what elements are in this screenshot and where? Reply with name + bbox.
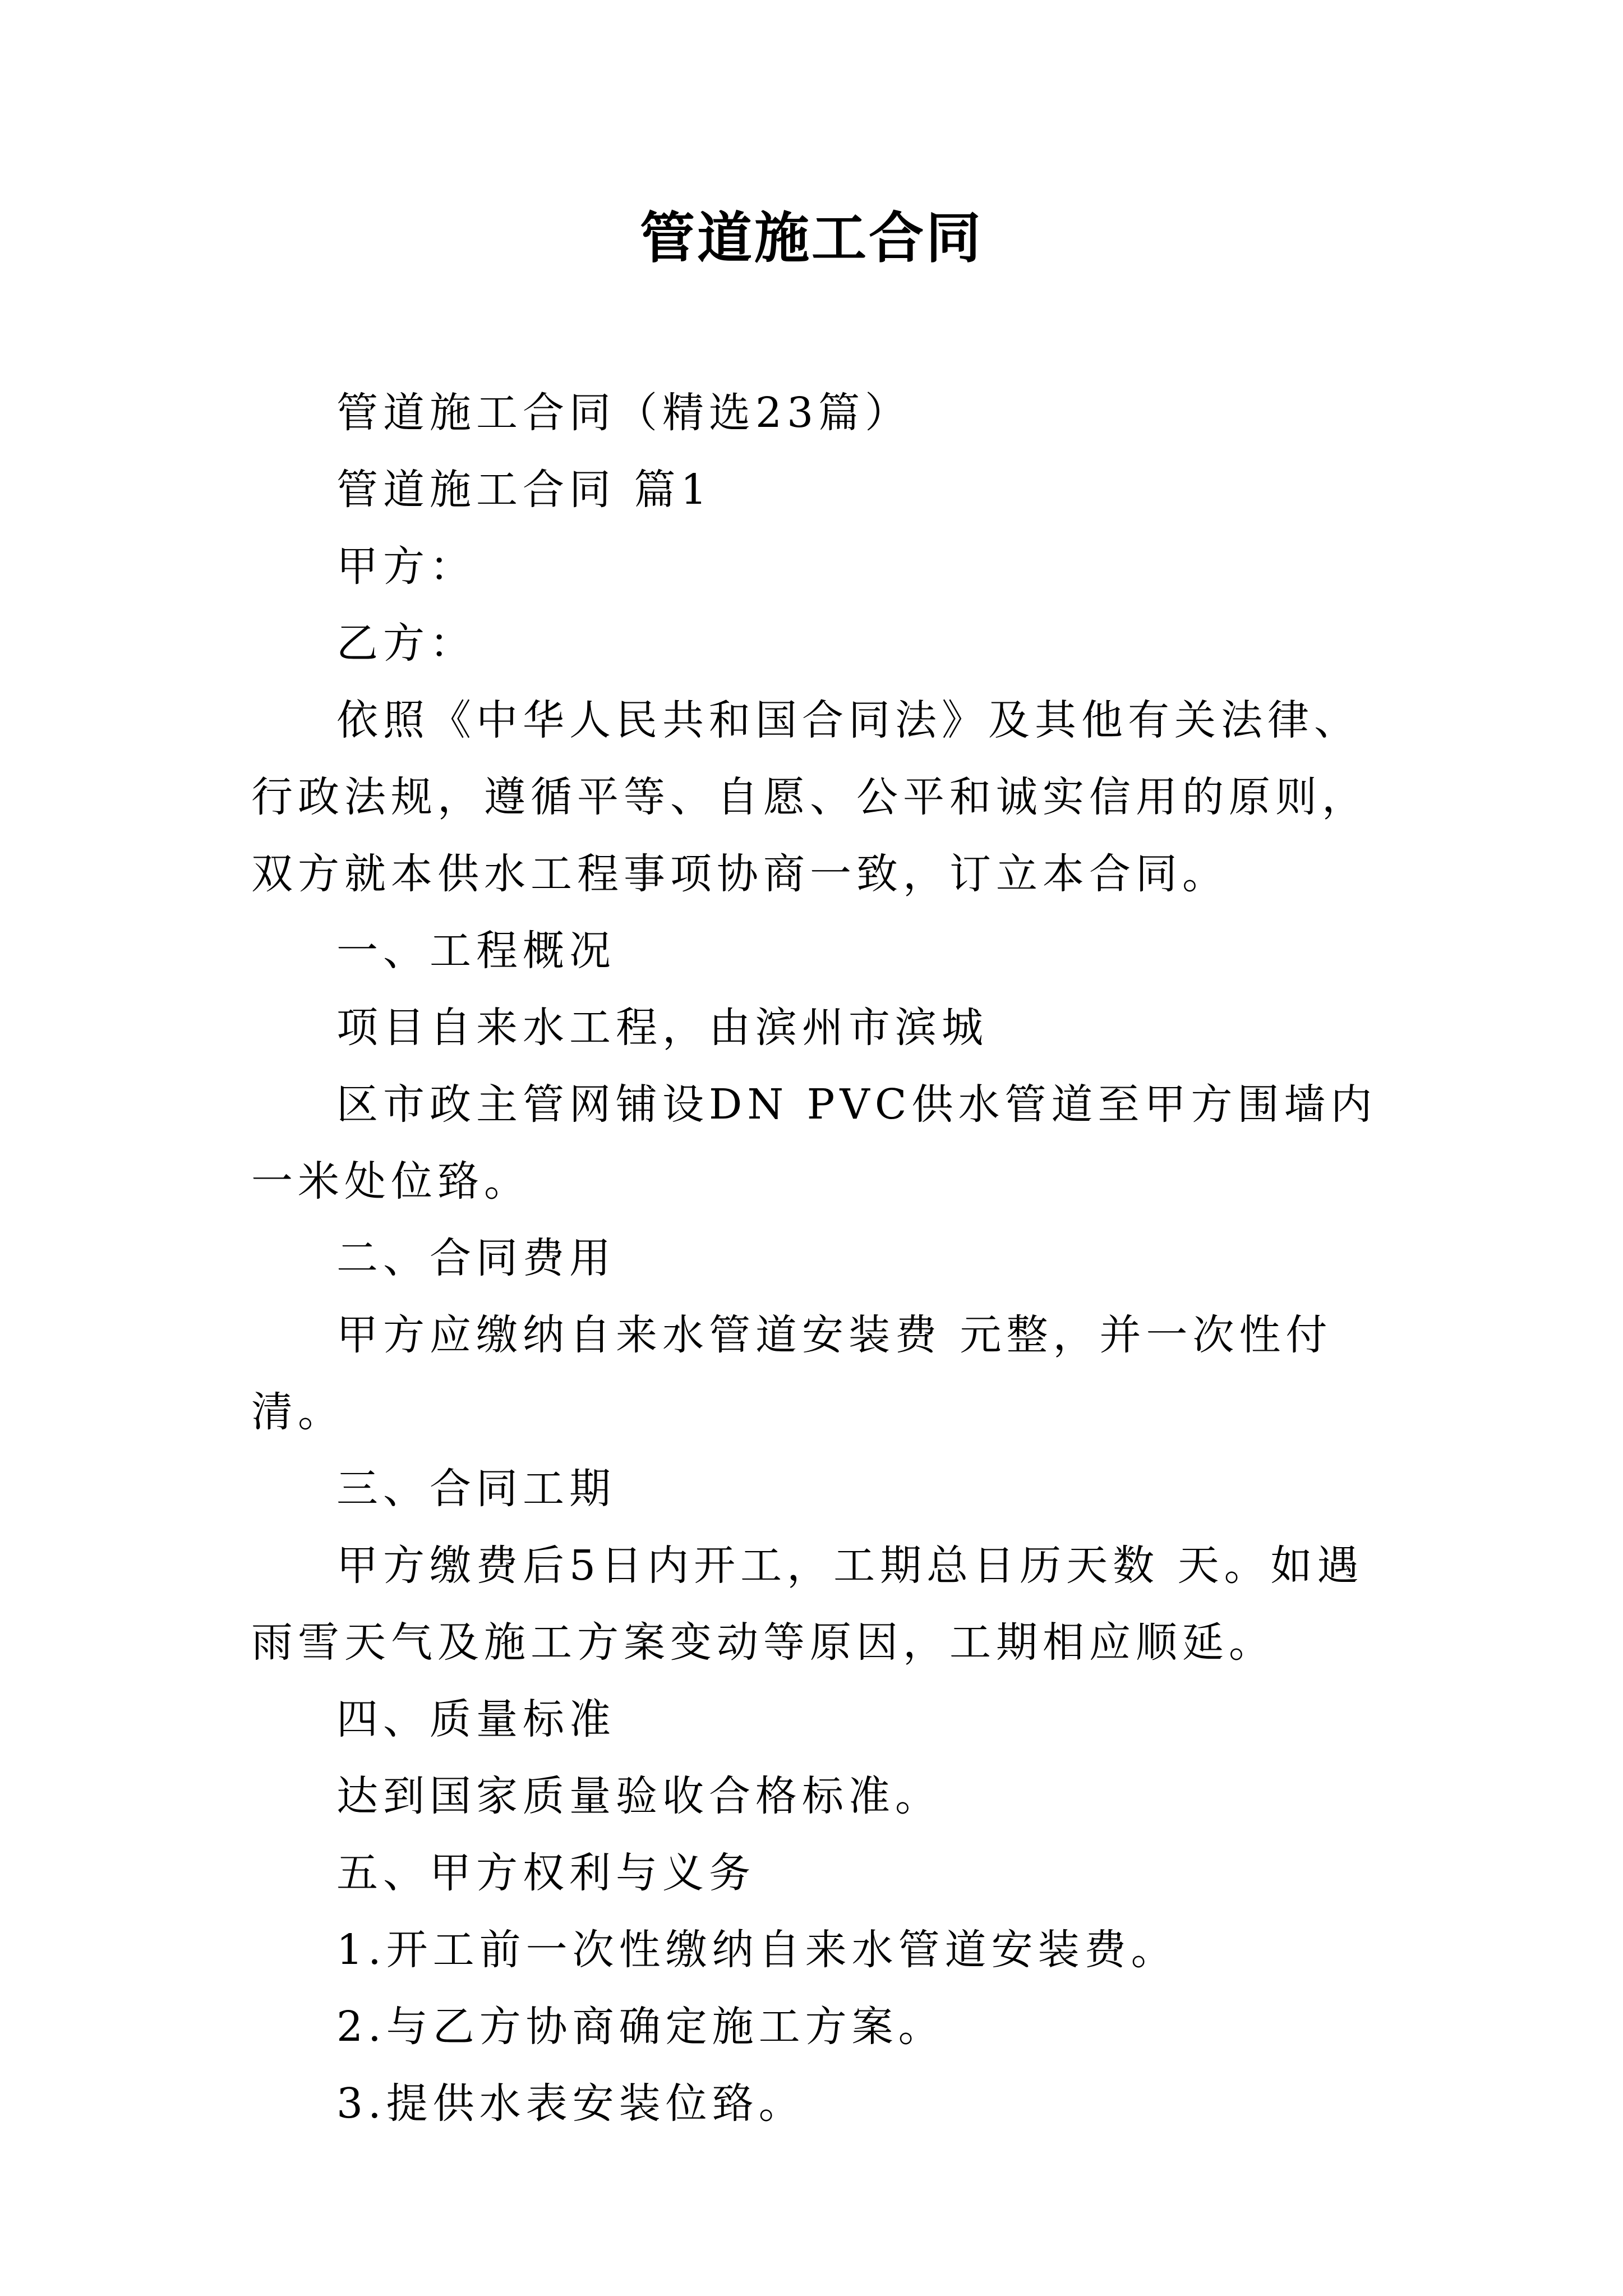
document-body <box>251 375 1385 2142</box>
section-2-text: 甲方应缴纳自来水管道安装费 元整，并一次性付清。 <box>251 1311 1332 1436</box>
section-5-item-1: 1.开工前一次性缴纳自来水管道安装费。 <box>336 1926 1178 1974</box>
preamble-paragraph: 依照《中华人民共和国合同法》及其他有关法律、行政法规，遵循平等、自愿、公平和诚实信用的原则，双方就本供水工程事项协商一致，订立本合同。 <box>251 696 1368 898</box>
section-heading-paragraph: 管道施工合同 篇1 <box>336 466 712 514</box>
section-5-item-3: 3.提供水表安装位臵。 <box>336 2079 805 2128</box>
section-5-item-2: 2.与乙方协商确定施工方案。 <box>336 2003 945 2051</box>
party-a-line: 甲方： <box>336 542 476 591</box>
document-title: 管道施工合同 <box>639 206 983 270</box>
section-4-text: 达到国家质量验收合格标准。 <box>336 1772 942 1820</box>
party-b-line: 乙方： <box>336 619 476 668</box>
section-4-heading: 四、质量标准 <box>336 1695 616 1743</box>
section-1-heading: 一、工程概况 <box>336 927 616 975</box>
section-5-heading: 五、甲方权利与义务 <box>336 1849 755 1897</box>
section-1-text-b: 区市政主管网铺设DN PVC供水管道至甲方围墙内一米处位臵。 <box>251 1080 1377 1205</box>
section-1-text-a: 项目自来水工程，由滨州市滨城 <box>336 1004 988 1052</box>
subtitle-paragraph: 管道施工合同（精选23篇） <box>336 389 912 437</box>
section-3-heading: 三、合同工期 <box>336 1465 616 1513</box>
section-2-heading: 二、合同费用 <box>336 1234 616 1282</box>
section-3-text: 甲方缴费后5日内开工，工期总日历天数 天。如遇雨雪天气及施工方案变动等原因，工期相应顺延。 <box>251 1542 1364 1667</box>
